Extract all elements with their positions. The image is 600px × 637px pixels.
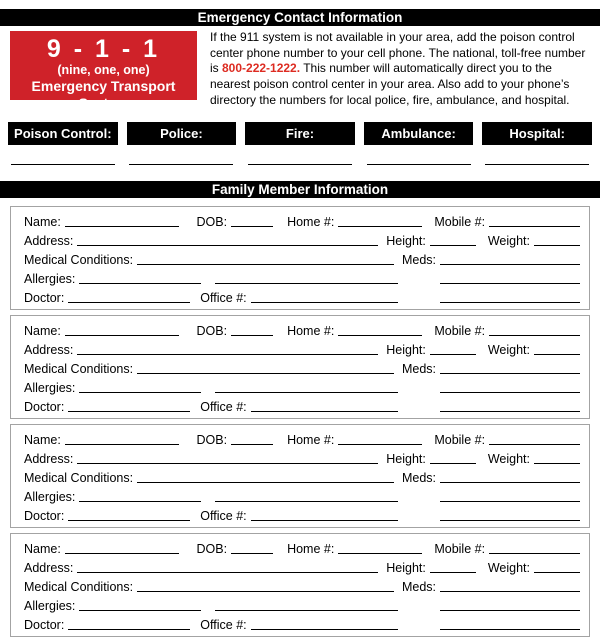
contact-column-poison-control [8,122,118,165]
mobile-phone-fill-line [489,334,580,336]
emergency-header-bar [0,9,600,26]
intro-section [0,31,600,109]
name-label: Name: [24,432,61,447]
weight-label: Weight: [487,233,530,248]
medical-conditions-fill-line [137,263,394,265]
member-row-allergies [24,595,580,614]
height-fill-line [430,244,476,246]
allergies-extra-fill-line [215,282,398,284]
name-label: Name: [24,323,61,338]
meds-extra-fill-line-2 [440,519,580,521]
instructions-text-after: This number will automatically direct you to the nearest poison control center in your area. Also add to your phone’s directory the numbers for local police, fire, ambulance, and hospital. [210,61,570,107]
meds-extra-fill-line-2 [440,628,580,630]
address-fill-line [77,571,378,573]
mobile-phone-label: Mobile #: [434,214,486,229]
member-row-name [24,211,580,230]
mobile-phone-label: Mobile #: [434,432,486,447]
doctor-label: Doctor: [24,617,65,632]
doctor-label: Doctor: [24,290,65,305]
contact-label-fire: Fire: [245,122,355,145]
member-row-medical [24,467,580,486]
contact-column-ambulance [364,122,474,165]
mobile-phone-fill-line [489,552,580,554]
home-phone-fill-line [338,334,422,336]
emergency-911-box [10,31,197,111]
weight-fill-line [534,244,580,246]
doctor-fill-line [68,628,190,630]
member-row-address [24,230,580,249]
member-row-doctor [24,287,580,306]
member-row-address [24,557,580,576]
member-row-name [24,320,580,339]
contact-label-poison-control: Poison Control: [8,122,118,145]
emergency-contacts-row [0,122,600,165]
member-row-allergies [24,486,580,505]
emergency-system-name: Emergency Transport System [31,78,176,111]
police-fill-line [129,164,233,165]
medical-conditions-label: Medical Conditions: [24,361,134,376]
address-label: Address: [24,560,74,575]
contact-column-hospital [482,122,592,165]
emergency-number: 9 - 1 - 1 [46,35,161,63]
office-phone-label: Office #: [200,617,247,632]
dob-fill-line [231,552,273,554]
allergies-fill-line [79,609,201,611]
office-phone-fill-line [251,410,398,412]
member-row-doctor [24,396,580,415]
member-row-name [24,429,580,448]
medical-conditions-label: Medical Conditions: [24,252,134,267]
weight-fill-line [534,571,580,573]
meds-fill-line [440,263,580,265]
dob-fill-line [231,334,273,336]
address-fill-line [77,353,378,355]
meds-extra-fill-line-1 [440,282,580,284]
allergies-fill-line [79,282,201,284]
meds-label: Meds: [401,579,436,594]
office-phone-label: Office #: [200,290,247,305]
meds-label: Meds: [401,470,436,485]
office-phone-fill-line [251,301,398,303]
medical-conditions-label: Medical Conditions: [24,470,134,485]
member-row-name [24,538,580,557]
dob-label: DOB: [196,323,228,338]
address-label: Address: [24,451,74,466]
emergency-header-title: Emergency Contact Information [197,10,403,25]
home-phone-label: Home #: [287,432,335,447]
emergency-number-words: (nine, one, one) [57,63,150,77]
mobile-phone-label: Mobile #: [434,541,486,556]
family-members-list [0,206,600,637]
dob-label: DOB: [196,541,228,556]
mobile-phone-fill-line [489,443,580,445]
mobile-phone-label: Mobile #: [434,323,486,338]
home-phone-fill-line [338,225,422,227]
dob-fill-line [231,443,273,445]
meds-label: Meds: [401,252,436,267]
weight-fill-line [534,462,580,464]
allergies-label: Allergies: [24,271,76,286]
dob-label: DOB: [196,432,228,447]
member-row-doctor [24,614,580,633]
allergies-extra-fill-line [215,609,398,611]
family-section-bar [0,181,600,198]
address-label: Address: [24,342,74,357]
family-section-title: Family Member Information [211,181,389,197]
height-label: Height: [386,342,426,357]
height-label: Height: [386,560,426,575]
ambulance-fill-line [367,164,471,165]
contact-label-hospital: Hospital: [482,122,592,145]
medical-conditions-fill-line [137,372,394,374]
medical-conditions-fill-line [137,590,394,592]
name-fill-line [65,334,179,336]
allergies-extra-fill-line [215,500,398,502]
allergies-label: Allergies: [24,380,76,395]
doctor-fill-line [68,410,190,412]
allergies-extra-fill-line [215,391,398,393]
member-row-medical [24,249,580,268]
home-phone-label: Home #: [287,323,335,338]
family-member-block [10,315,590,419]
member-row-address [24,339,580,358]
name-fill-line [65,443,179,445]
meds-extra-fill-line-2 [440,410,580,412]
meds-extra-fill-line-1 [440,391,580,393]
member-row-medical [24,358,580,377]
doctor-label: Doctor: [24,399,65,414]
allergies-fill-line [79,391,201,393]
meds-extra-fill-line-2 [440,301,580,303]
doctor-label: Doctor: [24,508,65,523]
doctor-fill-line [68,301,190,303]
hospital-fill-line [485,164,589,165]
meds-fill-line [440,481,580,483]
office-phone-fill-line [251,628,398,630]
member-row-medical [24,576,580,595]
fire-fill-line [248,164,352,165]
office-phone-label: Office #: [200,399,247,414]
medical-conditions-fill-line [137,481,394,483]
height-fill-line [430,462,476,464]
name-fill-line [65,225,179,227]
address-label: Address: [24,233,74,248]
height-fill-line [430,353,476,355]
poison-control-phone-number: 800-222-1222. [222,61,301,76]
dob-label: DOB: [196,214,228,229]
home-phone-label: Home #: [287,214,335,229]
home-phone-fill-line [338,443,422,445]
member-row-doctor [24,505,580,524]
contact-column-fire [245,122,355,165]
height-label: Height: [386,451,426,466]
family-member-block [10,206,590,310]
weight-label: Weight: [487,342,530,357]
office-phone-label: Office #: [200,508,247,523]
home-phone-label: Home #: [287,541,335,556]
weight-label: Weight: [487,560,530,575]
instructions-text-before: If the 911 system is not available in your area, add the poison control center phone number to your cell phone. The national, toll-free number is [210,30,586,76]
contact-label-ambulance: Ambulance: [364,122,474,145]
meds-fill-line [440,372,580,374]
mobile-phone-fill-line [489,225,580,227]
allergies-label: Allergies: [24,598,76,613]
member-row-address [24,448,580,467]
medical-conditions-label: Medical Conditions: [24,579,134,594]
address-fill-line [77,462,378,464]
allergies-fill-line [79,500,201,502]
contact-column-police [127,122,237,165]
name-fill-line [65,552,179,554]
home-phone-fill-line [338,552,422,554]
member-row-allergies [24,268,580,287]
poison-control-fill-line [11,164,115,165]
family-member-block [10,533,590,637]
height-label: Height: [386,233,426,248]
contact-label-police: Police: [127,122,237,145]
address-fill-line [77,244,378,246]
member-row-allergies [24,377,580,396]
dob-fill-line [231,225,273,227]
doctor-fill-line [68,519,190,521]
name-label: Name: [24,214,61,229]
name-label: Name: [24,541,61,556]
family-member-block [10,424,590,528]
height-fill-line [430,571,476,573]
weight-fill-line [534,353,580,355]
weight-label: Weight: [487,451,530,466]
instructions-paragraph [210,30,590,109]
meds-extra-fill-line-1 [440,500,580,502]
allergies-label: Allergies: [24,489,76,504]
office-phone-fill-line [251,519,398,521]
meds-fill-line [440,590,580,592]
meds-extra-fill-line-1 [440,609,580,611]
meds-label: Meds: [401,361,436,376]
